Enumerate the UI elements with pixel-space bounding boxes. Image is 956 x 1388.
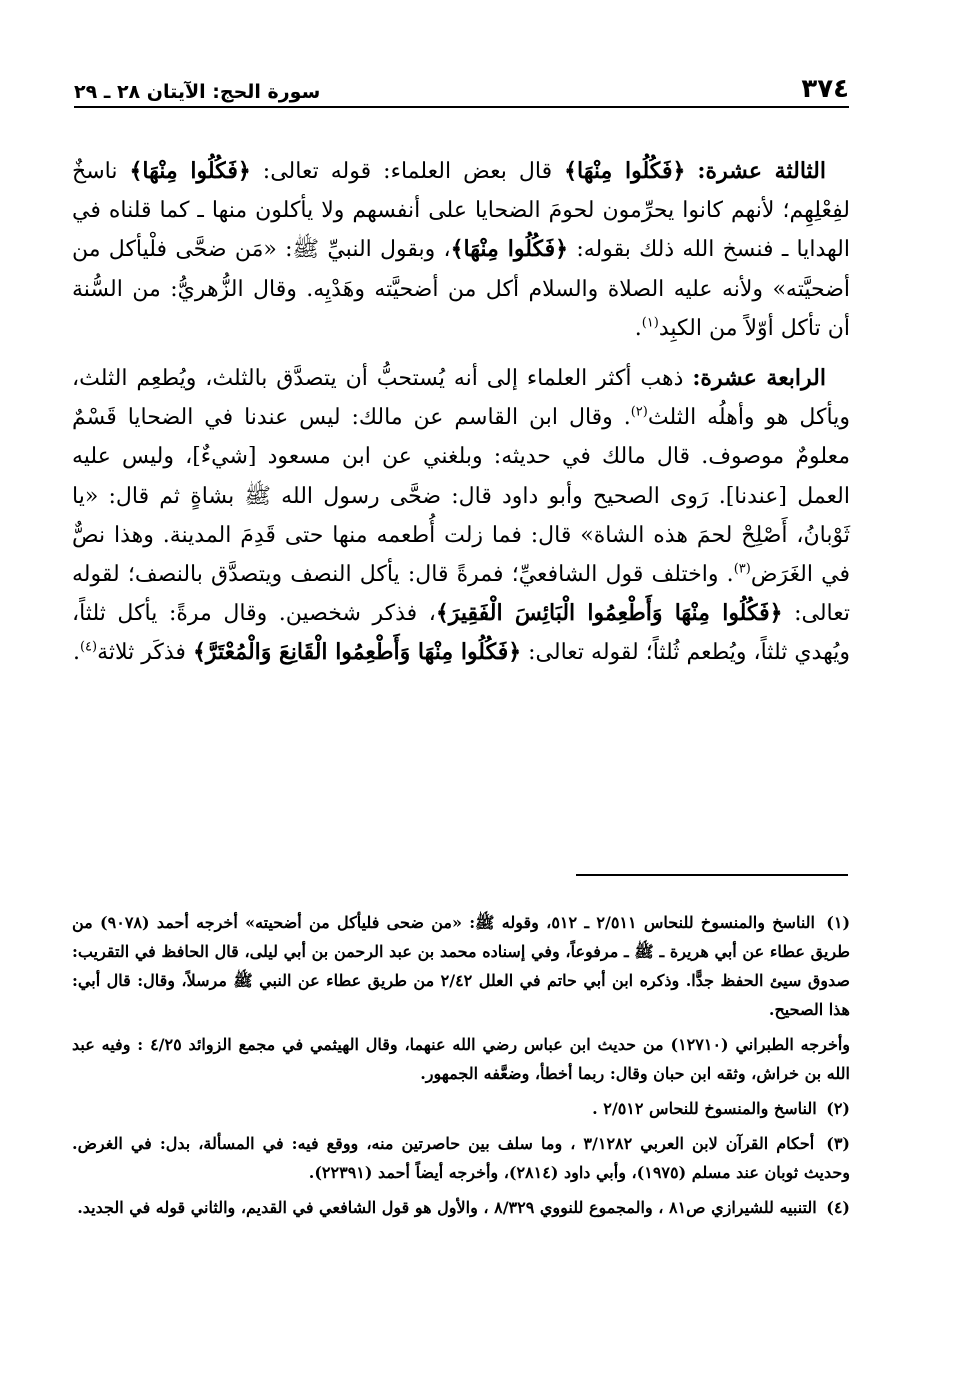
body-text-run: ، فذكر شخصين. وقال مرةً: يأكل ثلثاً، ويُهدي ثلثاً، ويُطعم ثُلثاً؛ لقوله تعالى: — [72, 601, 850, 666]
quran-quote: ﴿فَكُلُوا مِنْهَا﴾ — [450, 236, 569, 263]
paragraph-14 — [72, 359, 850, 673]
footnote-number: (٤) — [826, 1198, 850, 1217]
page-header — [74, 68, 849, 108]
footnote-ref: (٣) — [733, 561, 751, 577]
body-text-run: ناسخٌ لفِعْلِهِم؛ لأنهم كانوا يحرِّمون لحومَ الضحايا على أنفسهم ولا يأكلون منها ـ كما قلناه في الهدايا ـ فنسخ الله ذلك بقوله: — [72, 159, 851, 263]
footnote-text: الناسخ والمنسوخ للنحاس ٢/٥١١ ـ ٥١٢، وقوله ﷺ: «من ضحى فليأكل من أضحيته» أخرجه أحمد (٩٠٧٨) من طريق عطاء عن أبي هريرة ـ ﷺ ـ مرفوعاً، وفي إسناده محمد بن عبد الرحمن بن أبي ليلى، قال الحافظ في التقريب: صدوق سيئ الحفظ جدًّا. وذكره ابن أبي حاتم في العلل ٢/٤٢ من طريق عطاء عن النبي ﷺ مرسلاً، وقال: قال أبي: هذا الصحيح. — [72, 913, 850, 1019]
body-text-run: فذكَر ثلاثة — [97, 640, 193, 666]
main-text — [72, 152, 850, 673]
footnote — [72, 1030, 850, 1088]
footnote — [72, 908, 850, 1024]
page-number: ٣٧٤ — [801, 74, 849, 104]
body-text-run: ، وبقول النبيِّ ﷺ: «مَن ضحَّى فلْيأكل من أضحيَّته» ولأنه عليه الصلاة والسلام أكل من أضحيَّته وهَدْيِه. وقال الزُّهريُّ: من السُّنة أن تأكل أوّلاً من الكبِد — [72, 237, 850, 341]
footnote — [72, 1129, 850, 1187]
body-text-run: . واختلف قول الشافعيِّ؛ فمرةً قال: يأكل النصف ويتصدَّق بالنصف؛ لقوله تعالى: — [72, 562, 850, 627]
footnote-number: (٣) — [826, 1134, 850, 1153]
running-title: سورة الحج: الآيتان ٢٨ ـ ٢٩ — [74, 81, 321, 103]
body-text-run: . — [72, 640, 80, 666]
footnote-text: أحكام القرآن لابن العربي ٣/١٢٨٢ ، وما سلف بين حاصرتين منه، ووقع فيه: في المسألة، بدل: في الغرض. وحديث ثوبان عند مسلم (١٩٧٥)، وأبي داود (٢٨١٤)، وأخرجه أيضاً أحمد (٢٢٣٩١). — [72, 1134, 850, 1182]
footnote-number: (٢) — [826, 1099, 850, 1118]
body-text-run: ذهب أكثر العلماء إلى أنه يُستحبُّ أن يتصدَّق بالثلث، ويُطعِم الثلث، ويأكل هو وأهلُه الثلث — [72, 366, 850, 431]
body-text-run: . وقال ابن القاسم عن مالك: ليس عندنا في الضحايا قَسْمٌ معلومٌ موصوف. قال مالك في حديثه: وبلغني عن ابن مسعود [شيءٌ]، وليس عليه العمل [عندنا]. رَوى الصحيح وأبو داود قال: ضحَّى رسول الله ﷺ بشاةٍ ثم قال: «يا ثَوْبانُ، أَصْلِحْ لحمَ هذه الشاة» قال: فما زلت أُطعمه منها حتى قَدِمَ المدينة. وهذا نصٌّ في الغَرَض — [72, 405, 851, 588]
section-heading-14: الرابعة عشرة: — [692, 365, 826, 392]
footnote-text: وأخرجه الطبراني (١٢٧١٠) من حديث ابن عباس رضي الله عنهما، وقال الهيثمي في مجمع الزوائد ٤/٢٥ : وفيه عبد الله بن خراش، وثقه ابن حبان وقال: ربما أخطأ، وضعَّفه الجمهور. — [72, 1035, 851, 1083]
footnote — [72, 1094, 850, 1123]
body-text-run: . — [634, 315, 642, 341]
footnote-ref: (١) — [641, 315, 659, 331]
footnote-text: الناسخ والمنسوخ للنحاس ٢/٥١٢ . — [592, 1099, 817, 1118]
paragraph-13 — [72, 152, 850, 348]
footnote-ref: (٢) — [630, 404, 648, 420]
footnote — [72, 1193, 850, 1222]
quran-quote: ﴿فَكُلُوا مِنْهَا﴾ — [129, 158, 251, 184]
quran-quote: ﴿فَكُلُوا مِنْهَا وَأَطْعِمُوا الْبَائِسَ الْفَقِيرَ﴾ — [435, 600, 783, 627]
body-text-run: قال بعض العلماء: قوله تعالى: — [250, 159, 565, 184]
section-heading-13: الثالثة عشرة: — [697, 158, 826, 184]
footnotes — [72, 908, 850, 1228]
quran-quote: ﴿فَكُلُوا مِنْهَا وَأَطْعِمُوا الْقَانِعَ وَالْمُعْتَرَّ﴾ — [192, 639, 522, 666]
quran-quote: ﴿فَكُلُوا مِنْهَا﴾ — [564, 158, 686, 184]
footnote-number: (١) — [826, 913, 851, 932]
footnote-text: التنبيه للشيرازي ص٨١ ، والمجموع للنووي ٨/٣٢٩ ، والأول هو قول الشافعي في القديم، والثاني قوله في الجديد. — [77, 1198, 817, 1217]
footnote-separator — [576, 874, 848, 876]
footnote-ref: (٤) — [79, 640, 98, 656]
